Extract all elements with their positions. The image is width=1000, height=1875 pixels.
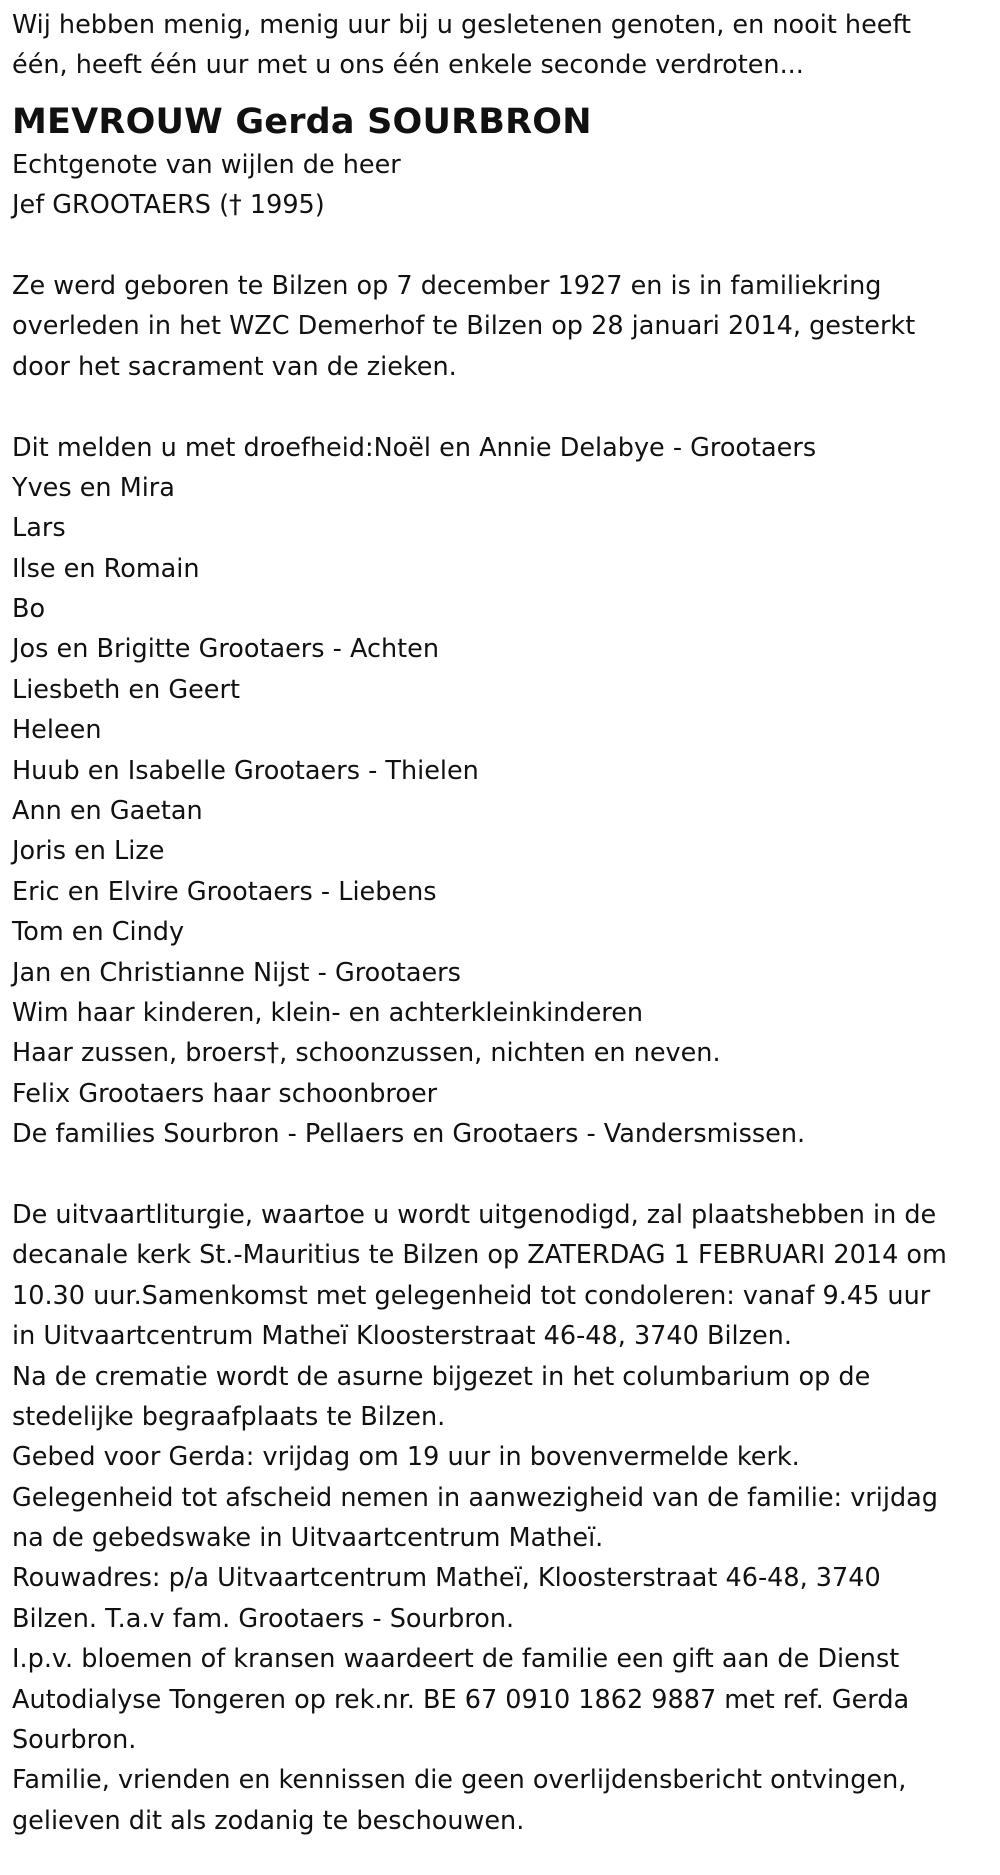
relative-line: Felix Grootaers haar schoonbroer xyxy=(12,1078,438,1109)
ceremony-line: Bilzen. T.a.v fam. Grootaers - Sourbron. xyxy=(12,1603,515,1634)
spacer xyxy=(12,387,1000,427)
relative-line: Ilse en Romain xyxy=(12,553,200,584)
ceremony-line: decanale kerk St.-Mauritius te Bilzen op ZATERDAG 1 FEBRUARI 2014 om xyxy=(12,1240,947,1271)
relative-line: Joris en Lize xyxy=(12,836,165,867)
spouse-line: Jef GROOTAERS († 1995) xyxy=(12,190,325,221)
deceased-name-heading: MEVROUW Gerda SOURBRON xyxy=(12,101,592,142)
ceremony-line: Na de crematie wordt de asurne bijgezet in het columbarium op de xyxy=(12,1361,871,1392)
ceremony-line: Autodialyse Tongeren op rek.nr. BE 67 0910 1862 9887 met ref. Gerda xyxy=(12,1684,910,1715)
birth-death-paragraph xyxy=(12,266,1000,387)
relative-line: Bo xyxy=(12,594,46,625)
relative-line: Dit melden u met droefheid:Noël en Annie Delabye - Grootaers xyxy=(12,432,817,463)
opening-quote xyxy=(12,5,1000,86)
ceremony-line: Sourbron. xyxy=(12,1725,137,1756)
relative-line: Tom en Cindy xyxy=(12,917,185,948)
relative-line: Eric en Elvire Grootaers - Liebens xyxy=(12,876,437,907)
relative-line: Haar zussen, broers†, schoonzussen, nichten en neven. xyxy=(12,1038,721,1069)
relative-line: Ann en Gaetan xyxy=(12,796,203,827)
relative-line: Huub en Isabelle Grootaers - Thielen xyxy=(12,755,479,786)
birth-death-line: overleden in het WZC Demerhof te Bilzen op 28 januari 2014, gesterkt xyxy=(12,311,916,342)
spouse-info xyxy=(12,145,1000,226)
relatives-list xyxy=(12,428,1000,1155)
relative-line: Jan en Christianne Nijst - Grootaers xyxy=(12,957,461,988)
relative-line: Yves en Mira xyxy=(12,472,175,503)
ceremony-line: in Uitvaartcentrum Matheï Kloosterstraat 46-48, 3740 Bilzen. xyxy=(12,1321,792,1352)
relative-line: De families Sourbron - Pellaers en Grootaers - Vandersmissen. xyxy=(12,1119,806,1150)
spacer xyxy=(12,1155,1000,1195)
quote-line: Wij hebben menig, menig uur bij u gesletenen genoten, en nooit heeft xyxy=(12,10,911,40)
relative-line: Heleen xyxy=(12,715,102,746)
ceremony-line: De uitvaartliturgie, waartoe u wordt uitgenodigd, zal plaatshebben in de xyxy=(12,1199,937,1230)
ceremony-line: I.p.v. bloemen of kransen waardeert de familie een gift aan de Dienst xyxy=(12,1644,900,1675)
birth-death-line: door het sacrament van de zieken. xyxy=(12,351,457,382)
relative-line: Lars xyxy=(12,513,66,544)
birth-death-line: Ze werd geboren te Bilzen op 7 december 1927 en is in familiekring xyxy=(12,270,882,301)
ceremony-line: stedelijke begraafplaats te Bilzen. xyxy=(12,1401,446,1432)
spacer xyxy=(12,226,1000,266)
spouse-line: Echtgenote van wijlen de heer xyxy=(12,149,401,180)
ceremony-paragraph xyxy=(12,1195,1000,1841)
ceremony-line: Gebed voor Gerda: vrijdag om 19 uur in bovenvermelde kerk. xyxy=(12,1442,800,1473)
relative-line: Wim haar kinderen, klein- en achterkleinkinderen xyxy=(12,997,644,1028)
ceremony-line: Familie, vrienden en kennissen die geen overlijdensbericht ontvingen, xyxy=(12,1765,907,1796)
relative-line: Jos en Brigitte Grootaers - Achten xyxy=(12,634,440,665)
relative-line: Liesbeth en Geert xyxy=(12,674,240,705)
ceremony-line: na de gebedswake in Uitvaartcentrum Matheï. xyxy=(12,1523,604,1554)
ceremony-line: Gelegenheid tot afscheid nemen in aanwezigheid van de familie: vrijdag xyxy=(12,1482,938,1513)
ceremony-line: Rouwadres: p/a Uitvaartcentrum Matheï, Kloosterstraat 46-48, 3740 xyxy=(12,1563,881,1594)
ceremony-line: gelieven dit als zodanig te beschouwen. xyxy=(12,1805,525,1836)
quote-line: één, heeft één uur met u ons één enkele seconde verdroten... xyxy=(12,50,804,81)
ceremony-line: 10.30 uur.Samenkomst met gelegenheid tot condoleren: vanaf 9.45 uur xyxy=(12,1280,931,1311)
obituary-page xyxy=(0,5,1000,1875)
